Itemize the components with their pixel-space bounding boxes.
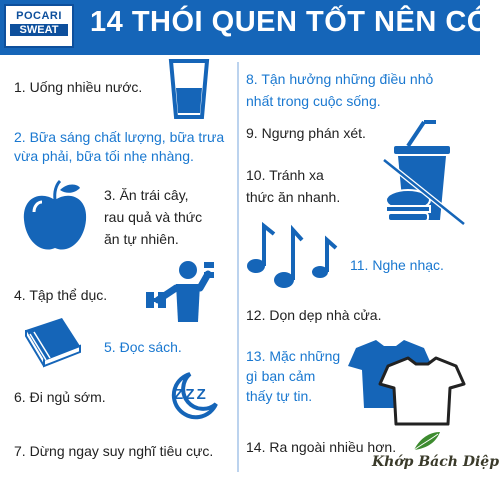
habit-8: 8. Tận hưởng những điều nhỏ nhất trong cuộc sống. [246, 71, 434, 109]
tshirts-icon [346, 336, 476, 428]
habit-7: 7. Dừng ngay suy nghĩ tiêu cực. [14, 443, 214, 459]
zzz-text: Z Z Z [174, 386, 205, 403]
leaf-logo-icon [412, 430, 442, 452]
logo-bottom-text: SWEAT [10, 24, 68, 36]
book-icon [22, 316, 84, 368]
exercise-dumbbell-icon [144, 258, 216, 324]
habit-2: 2. Bữa sáng chất lượng, bữa trưa vừa phải, bữa tối nhẹ nhàng. [14, 129, 225, 164]
brand-signature: Khớp Bách Diệp [372, 454, 499, 470]
habit-12: 12. Dọn dẹp nhà cửa. [246, 307, 382, 323]
apple-icon [20, 180, 90, 256]
habit-1: 1. Uống nhiều nước. [14, 79, 143, 95]
habit-4: 4. Tập thể dục. [14, 287, 108, 303]
page-title: 14 THÓI QUEN TỐT NÊN CÓ [90, 6, 490, 38]
habit-13: 13. Mặc những gì bạn cảm thấy tự tin. [246, 348, 341, 404]
habit-14: 14. Ra ngoài nhiều hơn. [246, 439, 397, 455]
habit-5: 5. Đọc sách. [104, 339, 182, 355]
habit-3: 3. Ăn trái cây, rau quả và thức ăn tự nhiên. [104, 187, 203, 247]
water-glass-icon [168, 58, 210, 120]
habit-9: 9. Ngưng phán xét. [246, 125, 366, 141]
pocari-sweat-logo [4, 4, 74, 48]
habit-6: 6. Đi ngủ sớm. [14, 389, 106, 405]
column-divider [237, 62, 239, 472]
no-fast-food-icon [378, 120, 468, 228]
habit-11: 11. Nghe nhạc. [350, 257, 444, 273]
header-banner [0, 0, 490, 55]
music-notes-icon [244, 220, 340, 290]
logo-top-text: POCARI [16, 10, 62, 22]
sleep-moon-icon [160, 370, 220, 420]
habit-10: 10. Tránh xa thức ăn nhanh. [246, 167, 341, 205]
